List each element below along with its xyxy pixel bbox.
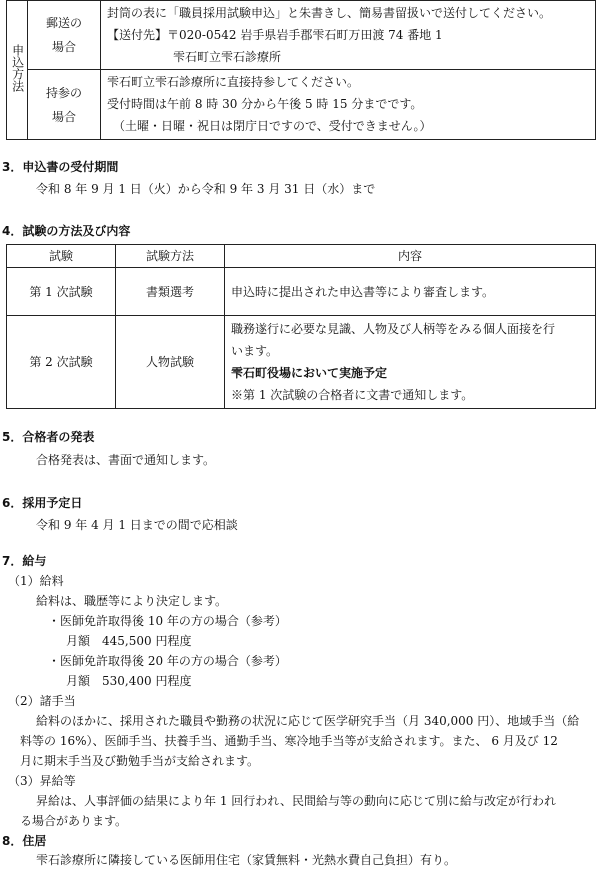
exam-row-2-content: 職務遂行に必要な見識、人物及び人柄等をみる個人面接を行 います。 雫石町役場において実施予定 ※第 1 次試験の合格者に文書で通知します。 [225,316,596,409]
bring-content: 雫石町立雫石診療所に直接持参してください。 受付時間は午前 8 時 30 分から午後 5 時 15 分までです。 （土曜・日曜・祝日は閉庁日ですので、受付できません。） [101,70,596,140]
exam-header-content: 内容 [225,245,596,268]
exam-row-2-exam: 第 2 次試験 [7,316,116,409]
section-3-text: 令和 8 年 9 月 1 日（火）から令和 9 年 3 月 31 日（水）まで [36,182,376,196]
section-4-heading: 4．試験の方法及び内容 [2,224,131,238]
mail-label: 郵送の 場合 [28,1,101,70]
salary-case-20y-amount: 月額 530,400 円程度 [66,674,192,688]
section-5-text: 合格発表は、書面で通知します。 [36,453,216,467]
bring-row [7,70,596,140]
salary-text: 給料は、職歴等により決定します。 [36,594,228,608]
exam-row-1-content: 申込時に提出された申込書等により審査します。 [225,268,596,316]
salary-case-10y-amount: 月額 445,500 円程度 [66,634,192,648]
exam-header-exam: 試験 [7,245,116,268]
exam-row-2-method: 人物試験 [116,316,225,409]
raise-line-2: る場合があります。 [20,814,128,828]
exam-table [6,244,596,409]
exam-row-1-exam: 第 1 次試験 [7,268,116,316]
allowances-line-3: 月に期末手当及び勤勉手当が支給されます。 [20,754,260,768]
raise-line-1: 昇給は、人事評価の結果により年 1 回行われ、民間給与等の動向に応じて別に給与改定が行われ [36,794,556,808]
section-6-text: 令和 9 年 4 月 1 日までの間で応相談 [36,518,238,532]
application-method-table [6,0,596,140]
section-8-heading: 8．住居 [2,834,47,848]
bring-label: 持参の 場合 [28,70,101,140]
raise-subheading: （3）昇給等 [8,774,76,788]
section-3-heading: 3．申込書の受付期間 [2,160,119,174]
allowances-line-2: 料等の 16%）、医師手当、扶養手当、通勤手当、寒冷地手当等が支給されます。また、 6 月及び 12 [20,734,558,748]
exam-row-2 [7,316,596,409]
exam-table-header [7,245,596,268]
allowances-subheading: （2）諸手当 [8,694,76,708]
allowances-line-1: 給料のほかに、採用された職員や勤務の状況に応じて医学研究手当（月 340,000 円）、地域手当（給 [36,714,580,728]
section-5-heading: 5．合格者の発表 [2,430,95,444]
method-side-label: 申込方法 [7,1,28,140]
mail-content: 封筒の表に「職員採用試験申込」と朱書きし、簡易書留扱いで送付してください。 【送付先】〒020-0542 岩手県岩手郡雫石町万田渡 74 番地 1 雫石町立雫石診療所 [101,1,596,70]
exam-header-method: 試験方法 [116,245,225,268]
section-8-text: 雫石診療所に隣接している医師用住宅（家賃無料・光熱水費自己負担）有り。 [36,853,457,867]
section-6-heading: 6．採用予定日 [2,496,83,510]
section-7-heading: 7．給与 [2,554,47,568]
salary-case-10y: ・医師免許取得後 10 年の方の場合（参考） [48,614,287,628]
exam-row-1-method: 書類選考 [116,268,225,316]
exam-row-1 [7,268,596,316]
salary-case-20y: ・医師免許取得後 20 年の方の場合（参考） [48,654,287,668]
salary-subheading: （1）給料 [8,574,64,588]
mail-row [7,1,596,70]
